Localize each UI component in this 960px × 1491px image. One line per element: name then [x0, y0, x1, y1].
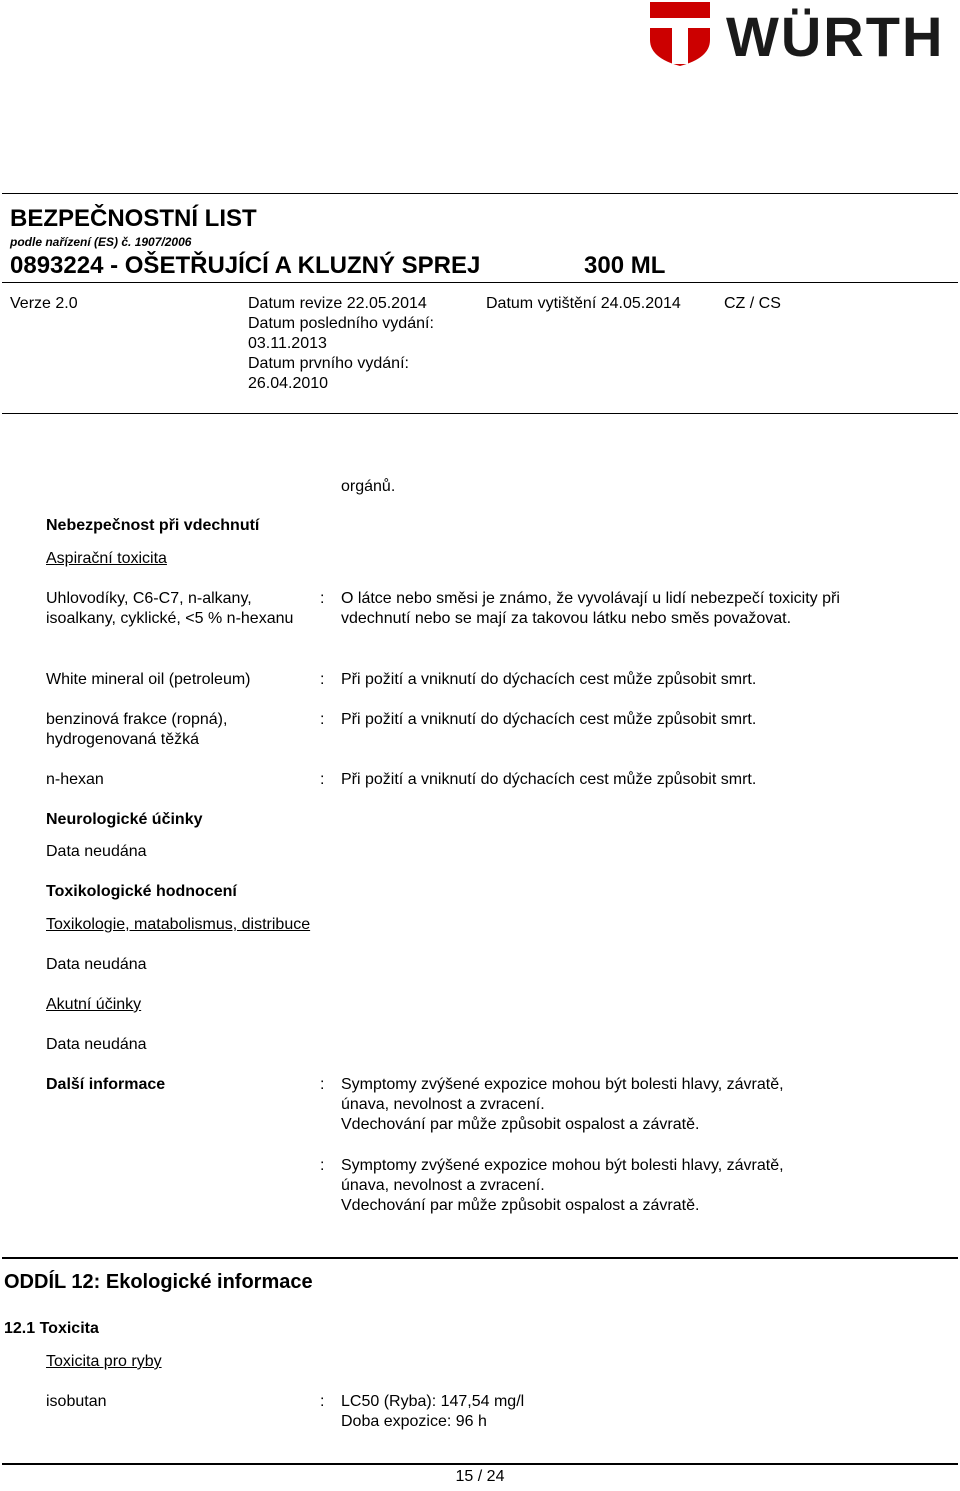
section12-sub: 12.1 Toxicita	[4, 1320, 99, 1337]
colon: :	[320, 590, 325, 607]
revision-date: Datum revize 22.05.2014	[248, 295, 427, 312]
last-issue-date: 03.11.2013	[248, 335, 327, 352]
substance-name: White mineral oil (petroleum)	[46, 671, 251, 688]
neuro-heading: Neurologické účinky	[46, 811, 203, 828]
info-line: únava, nevolnost a zvracení.	[341, 1096, 545, 1113]
substance-value: O látce nebo směsi je známo, že vyvolávají u lidí nebezpečí toxicity při vdechnutí nebo se mají za takovou látku nebo směs považovat.	[341, 590, 840, 627]
first-issue-label: Datum prvního vydání:	[248, 355, 409, 372]
further-info-label: Další informace	[46, 1076, 166, 1093]
page-number: 15 / 24	[455, 1468, 505, 1485]
tox-metab-heading: Toxikologie, matabolismus, distribuce	[46, 916, 311, 933]
fish-heading: Toxicita pro ryby	[46, 1353, 162, 1370]
print-date: Datum vytištění 24.05.2014	[486, 295, 681, 312]
info-line: Vdechování par může způsobit ospalost a závratě.	[341, 1197, 700, 1214]
substance-name: isobutan	[46, 1393, 107, 1410]
info-line: Vdechování par může způsobit ospalost a závratě.	[341, 1116, 700, 1133]
substance-value: Při požití a vniknutí do dýchacích cest může způsobit smrt.	[341, 711, 757, 728]
last-issue-label: Datum posledního vydání:	[248, 315, 434, 332]
substance-value: Při požití a vniknutí do dýchacích cest může způsobit smrt.	[341, 771, 757, 788]
version: Verze 2.0	[10, 295, 78, 312]
inhalation-heading: Nebezpečnost při vdechnutí	[46, 517, 260, 534]
continued-text: orgánů.	[341, 478, 396, 495]
substance-name: n-hexan	[46, 771, 104, 788]
substance-name: Uhlovodíky, C6-C7, n-alkany, isoalkany, cyklické, <5 % n-hexanu	[46, 590, 294, 627]
colon: :	[320, 771, 325, 788]
fish-line: LC50 (Ryba): 147,54 mg/l	[341, 1393, 525, 1410]
section12-heading: ODDÍL 12: Ekologické informace	[4, 1271, 313, 1293]
footer-rule	[2, 1463, 958, 1465]
neuro-value: Data neudána	[46, 843, 147, 860]
tox-metab-value: Data neudána	[46, 956, 147, 973]
acute-heading: Akutní účinky	[46, 996, 142, 1013]
fish-value	[341, 1392, 901, 1432]
aspiration-heading: Aspirační toxicita	[46, 550, 167, 567]
fish-line: Doba expozice: 96 h	[341, 1413, 487, 1430]
document-title: BEZPEČNOSTNÍ LIST	[10, 205, 257, 232]
info-line: Symptomy zvýšené expozice mohou být bolesti hlavy, závratě,	[341, 1157, 784, 1174]
colon: :	[320, 1393, 325, 1410]
colon: :	[320, 671, 325, 688]
substance-name: benzinová frakce (ropná), hydrogenovaná těžká	[46, 711, 228, 748]
product-name: 0893224 - OŠETŘUJÍCÍ A KLUZNÝ SPREJ	[10, 252, 481, 279]
revision-block	[248, 294, 468, 394]
wurth-logo	[648, 0, 958, 68]
document-regulation: podle nařízení (ES) č. 1907/2006	[10, 235, 192, 249]
section-rule	[2, 1257, 958, 1259]
colon: :	[320, 1157, 325, 1174]
colon: :	[320, 1076, 325, 1093]
header-rule-mid	[2, 282, 958, 283]
header-rule-top	[2, 193, 958, 194]
product-size: 300 ML	[584, 252, 666, 279]
language-code: CZ / CS	[724, 295, 781, 312]
first-issue-date: 26.04.2010	[248, 375, 329, 392]
info-line: Symptomy zvýšené expozice mohou být bolesti hlavy, závratě,	[341, 1076, 784, 1093]
further-info-value	[341, 1156, 901, 1216]
tox-eval-heading: Toxikologické hodnocení	[46, 883, 237, 900]
svg-text:WÜRTH: WÜRTH	[726, 5, 945, 68]
header-rule-bottom	[2, 413, 958, 414]
further-info-value	[341, 1075, 901, 1135]
info-line: únava, nevolnost a zvracení.	[341, 1177, 545, 1194]
substance-value: Při požití a vniknutí do dýchacích cest může způsobit smrt.	[341, 671, 757, 688]
colon: :	[320, 711, 325, 728]
acute-value: Data neudána	[46, 1036, 147, 1053]
